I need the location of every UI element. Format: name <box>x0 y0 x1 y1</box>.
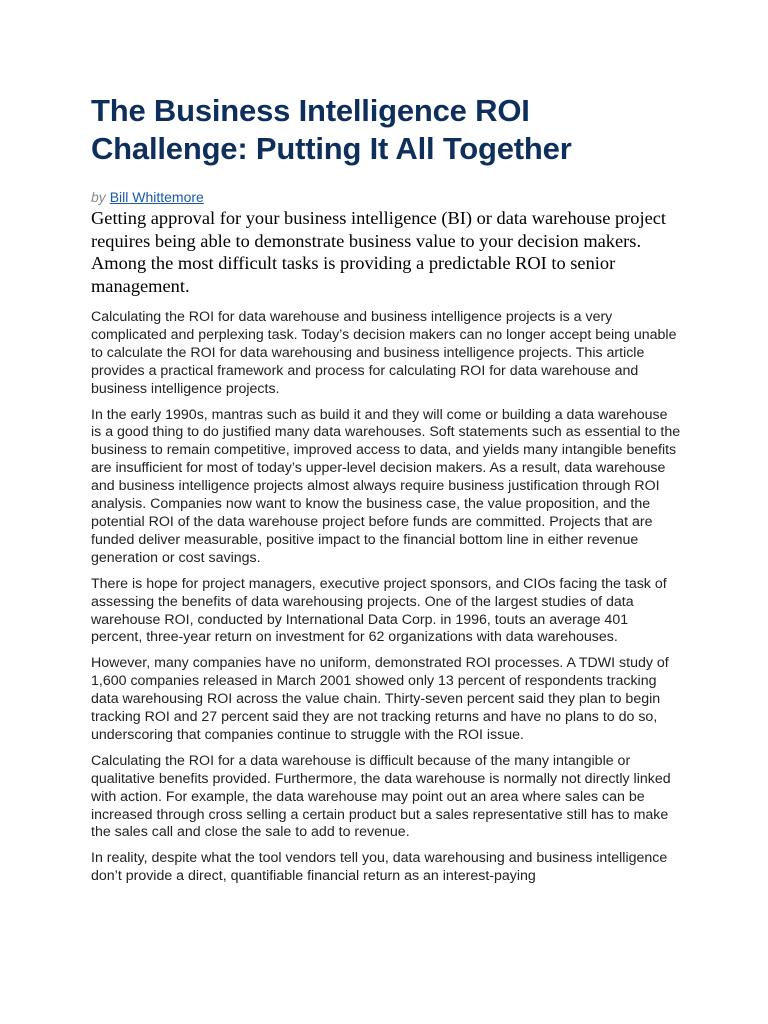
article-body <box>91 309 681 894</box>
body-paragraph: In reality, despite what the tool vendors tell you, data warehousing and business intelligence don’t provide a direct, quantifiable financial return as an interest-paying <box>91 850 668 885</box>
author-link[interactable]: Bill Whittemore <box>109 189 204 205</box>
byline-prefix: by <box>91 189 106 205</box>
article-lead: Getting approval for your business intelligence (BI) or data warehouse project requires being able to demonstrate business value to your decision makers. Among the most difficult tasks is providing a predictable ROI to senior management. <box>91 208 667 296</box>
byline <box>91 188 204 206</box>
body-paragraph: In the early 1990s, mantras such as build it and they will come or building a data warehouse is a good thing to do justified many data warehouses. Soft statements such as essential to the business to remain competitive, improved access to data, and yields many intangible benefits are insufficient for most of today’s upper-level decision makers. As a result, data warehouse and business intelligence projects almost always require business justification through ROI analysis. Companies now want to know the business case, the value proposition, and the potential ROI of the data warehouse project before funds are committed. Projects that are funded deliver measurable, positive impact to the financial bottom line in either revenue generation or cost savings. <box>91 406 681 566</box>
body-paragraph: Calculating the ROI for a data warehouse is difficult because of the many intangible or qualitative benefits provided. Furthermore, the data warehouse is normally not directly linked with action. For example, the data warehouse may point out an area where sales can be increased through cross selling a certain product but a sales representative still has to make the sales call and close the sale to add to revenue. <box>91 752 671 841</box>
body-paragraph: However, many companies have no uniform, demonstrated ROI processes. A TDWI study of 1,600 companies released in March 2001 showed only 13 percent of respondents tracking data warehousing ROI across the value chain. Thirty-seven percent said they plan to begin tracking ROI and 27 percent said they are not tracking returns and have no plans to do so, underscoring that companies continue to struggle with the ROI issue. <box>91 655 669 743</box>
body-paragraph: Calculating the ROI for data warehouse and business intelligence projects is a very complicated and perplexing task. Today’s decision makers can no longer accept being unable to calculate the ROI for data warehousing and business intelligence projects. This article provides a practical framework and process for calculating ROI for data warehouse and business intelligence projects. <box>91 309 677 397</box>
article-title: The Business Intelligence ROI Challenge: Putting It All Together <box>91 93 572 166</box>
body-paragraph: There is hope for project managers, executive project sponsors, and CIOs facing the task of assessing the benefits of data warehousing projects. One of the largest studies of data warehouse ROI, conducted by International Data Corp. in 1996, touts an average 401 percent, three-year return on investment for 62 organizations with data warehouses. <box>91 575 667 646</box>
